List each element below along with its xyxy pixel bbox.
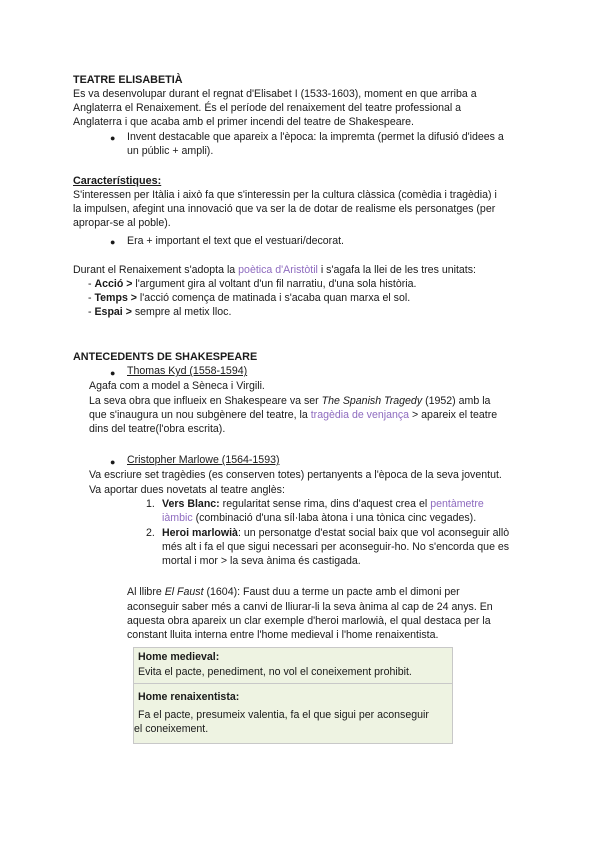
home-medieval-row xyxy=(134,648,452,684)
home-renaixentista-text: Fa el pacte, presumeix valentia, fa el que sigui per aconseguir xyxy=(138,708,429,721)
vers-blanc-label: Vers Blanc: xyxy=(162,498,220,510)
unities-intro-after: i s'agafa la llei de les tres unitats: xyxy=(317,264,476,276)
marlowe-line: Va aportar dues novetats al teatre anglès: xyxy=(89,484,285,496)
bullet-icon: ● xyxy=(110,457,116,467)
marlowe-heading: Cristopher Marlowe (1564-1593) xyxy=(127,454,280,466)
kyd-line xyxy=(89,394,490,409)
kyd-line: dins del teatre(l'obra escrita). xyxy=(89,423,226,435)
kyd-text: La seva obra que influeix en Shakespeare va ser xyxy=(89,395,322,407)
faust-line: aconseguir saber més a canvi de lliurar-li la seva ànima al cap de 24 anys. En xyxy=(127,601,493,613)
home-renaixentista-row xyxy=(134,684,452,743)
kyd-line xyxy=(89,408,497,423)
vers-blanc-line xyxy=(162,497,484,512)
bullet-text: un públic + ampli). xyxy=(127,145,214,157)
pentametre-link[interactable]: pentàmetre xyxy=(430,498,484,510)
heroi-marlowia-line: més alt i fa el que sigui necessari per aconseguir-ho. No s'encorda que es xyxy=(162,541,510,553)
bullet-text: Invent destacable que apareix a l'època: la impremta (permet la difusió d'idees a xyxy=(127,131,504,143)
paragraph-line: Es va desenvolupar durant el regnat d'Elisabet I (1533-1603), moment en que arriba a xyxy=(73,88,477,100)
heroi-marlowia-line: mortal i mor > la seva ànima és castigada. xyxy=(162,555,361,567)
home-medieval-title: Home medieval: xyxy=(138,651,220,663)
faust-text: Al llibre xyxy=(127,586,165,598)
bullet-icon: ● xyxy=(110,133,116,143)
kyd-text: (1952) amb la xyxy=(422,395,491,407)
list-number: 2. xyxy=(146,527,155,539)
unity-label: Acció > xyxy=(94,278,133,290)
bullet-icon: ● xyxy=(110,237,116,247)
tragedia-venjanca-link[interactable]: tragèdia de venjança xyxy=(310,409,410,421)
vers-blanc-line xyxy=(162,511,476,526)
list-number: 1. xyxy=(146,498,155,510)
kyd-text: > apareix el teatre xyxy=(409,409,498,421)
section-title-antecedents: ANTECEDENTS DE SHAKESPEARE xyxy=(73,351,258,363)
unities-intro xyxy=(73,263,476,278)
unity-accio: - Acció > l'argument gira al voltant d'un fil narratiu, d'una sola història. xyxy=(88,278,417,290)
home-renaixentista-title: Home renaixentista: xyxy=(138,691,240,703)
paragraph-line: apropar-se al poble). xyxy=(73,217,171,229)
paragraph-line: Anglaterra i que acaba amb el primer incendi del teatre de Shakespeare. xyxy=(73,116,414,128)
comparison-table xyxy=(133,647,453,744)
section-title-teatre-elisabetia: TEATRE ELISABETIÀ xyxy=(73,74,183,86)
faust-line xyxy=(127,585,460,600)
vers-blanc-text: regularitat sense rima, dins d'aquest crea el xyxy=(219,498,431,510)
heroi-marlowia-line xyxy=(162,526,509,541)
unity-text: sempre al metix lloc. xyxy=(131,306,232,318)
paragraph-line: la impulsen, afegint una innovació que va ser la de dotar de realisme els personatges (per xyxy=(73,203,496,215)
unity-text: l'acció comença de matinada i s'acaba quan marxa el sol. xyxy=(136,292,411,304)
kyd-heading: Thomas Kyd (1558-1594) xyxy=(127,365,248,377)
section-title-caracteristiques: Característiques: xyxy=(73,175,162,187)
unity-espai: - Espai > sempre al metix lloc. xyxy=(88,306,232,318)
marlowe-line: Va escriure set tragèdies (es conserven totes) pertanyents a l'època de la seva joventut. xyxy=(89,469,502,481)
unity-text: l'argument gira al voltant d'un fil narratiu, d'una sola història. xyxy=(132,278,417,290)
home-renaixentista-text: el coneixement. xyxy=(134,723,209,735)
unity-label: Espai > xyxy=(94,306,132,318)
unities-intro-before: Durant el Renaixement s'adopta la xyxy=(73,264,239,276)
iambic-link[interactable]: iàmbic xyxy=(162,512,193,524)
unity-temps: - Temps > l'acció comença de matinada i s'acaba quan marxa el sol. xyxy=(88,292,411,304)
home-medieval-text: Evita el pacte, penediment, no vol el coneixement prohibit. xyxy=(138,665,412,678)
kyd-line: Agafa com a model a Sèneca i Virgili. xyxy=(89,380,265,392)
paragraph-line: Anglaterra el Renaixement. És el període del renaixement del teatre professional a xyxy=(73,102,462,114)
bullet-icon: ● xyxy=(110,368,116,378)
heroi-marlowia-label: Heroi marlowià xyxy=(162,527,238,539)
kyd-text: que s'inaugura un nou subgènere del teatre, la xyxy=(89,409,311,421)
heroi-marlowia-text: : un personatge d'estat social baix que vol aconseguir allò xyxy=(237,527,510,539)
bullet-text: Era + important el text que el vestuari/decorat. xyxy=(127,235,344,247)
el-faust-title: El Faust xyxy=(164,586,204,598)
vers-blanc-text: (combinació d'una síl·laba àtona i una tònica cinc vegades). xyxy=(192,512,477,524)
faust-line: aquesta obra apareix un clar exemple d'heroi marlowià, el qual destaca per la xyxy=(127,615,491,627)
faust-line: constant lluita interna entre l'home medieval i l'home renaixentista. xyxy=(127,629,439,641)
spanish-tragedy-title: The Spanish Tragedy xyxy=(321,395,423,407)
faust-text: (1604): Faust duu a terme un pacte amb el dimoni per xyxy=(203,586,460,598)
unity-label: Temps > xyxy=(94,292,137,304)
paragraph-line: S'interessen per Itàlia i això fa que s'interessin per la cultura clàssica (comèdia i tragèdia) i xyxy=(73,189,497,201)
poetica-aristotil-link[interactable]: poètica d'Aristòtil xyxy=(238,264,318,276)
